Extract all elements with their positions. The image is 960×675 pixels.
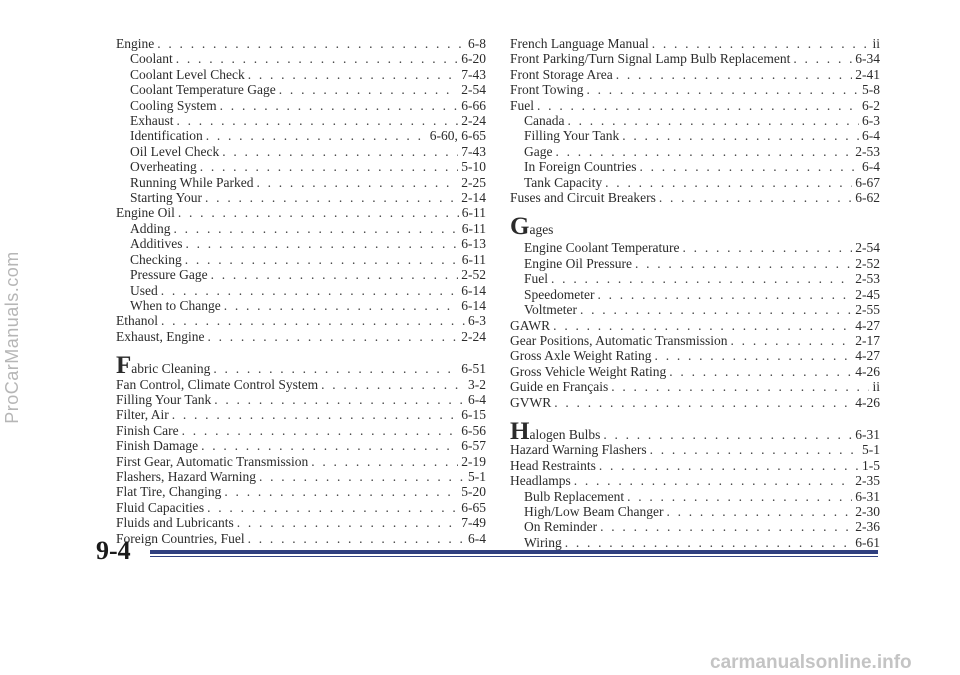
entry-page: 4-26	[855, 394, 880, 410]
dot-leader	[161, 283, 459, 298]
index-entry	[510, 128, 880, 143]
dot-leader	[157, 36, 465, 51]
entry-label: Overheating	[130, 159, 197, 175]
entry-label: Hazard Warning Flashers	[510, 442, 647, 458]
dot-leader	[640, 159, 860, 174]
entry-label: Engine	[116, 36, 155, 51]
entry-label: Front Parking/Turn Signal Lamp Bulb Replacement	[510, 51, 791, 67]
entry-page: 6-51	[461, 361, 486, 377]
dot-leader	[248, 67, 459, 82]
index-entry	[116, 205, 486, 220]
entry-label: Pressure Gage	[130, 267, 208, 283]
entry-page: 7-43	[461, 66, 486, 82]
entry-page: 6-57	[461, 438, 486, 454]
index-entry	[116, 190, 486, 205]
entry-label: Headlamps	[510, 473, 571, 489]
entry-label: Checking	[130, 251, 182, 267]
dot-leader	[172, 407, 459, 422]
entry-page: 2-25	[461, 174, 486, 190]
index-section-heading	[510, 417, 880, 445]
entry-label	[510, 213, 554, 241]
entry-label: Fuel	[524, 271, 549, 287]
entry-label: Bulb Replacement	[524, 488, 625, 504]
entry-label: Voltmeter	[524, 302, 577, 318]
entry-page: 2-52	[461, 267, 486, 283]
entry-page: 6-56	[461, 422, 486, 438]
entry-page: 6-4	[468, 530, 486, 546]
index-entry	[116, 531, 486, 546]
index-entry	[510, 504, 880, 519]
index-entry	[510, 190, 880, 205]
section-letter: G	[510, 213, 530, 241]
dot-leader	[213, 361, 458, 376]
dot-leader	[580, 302, 852, 317]
index-column-right	[510, 36, 880, 550]
entry-label-text: abric Cleaning	[131, 361, 211, 377]
dot-leader	[161, 313, 465, 328]
dot-leader	[586, 82, 859, 97]
section-gap	[116, 344, 486, 358]
entry-label: Oil Level Check	[130, 143, 220, 159]
entry-label: Exhaust, Engine	[116, 328, 205, 344]
entry-page: 2-24	[461, 113, 486, 129]
index-entry	[116, 36, 486, 51]
index-entry	[116, 377, 486, 392]
entry-page: 6-8	[468, 36, 486, 51]
entry-page: 2-54	[461, 82, 486, 98]
footer-rule	[150, 550, 878, 554]
dot-leader	[537, 98, 859, 113]
index-entry	[116, 51, 486, 66]
dot-leader	[793, 51, 852, 66]
dot-leader	[600, 519, 852, 534]
index-entry	[116, 252, 486, 267]
index-entry	[116, 159, 486, 174]
entry-page: 2-19	[461, 453, 486, 469]
dot-leader	[182, 423, 459, 438]
dot-leader	[259, 469, 465, 484]
entry-page: 6-15	[461, 407, 486, 423]
entry-page: 2-17	[855, 332, 880, 348]
index-entry	[510, 82, 880, 97]
entry-page: 6-31	[855, 426, 880, 442]
entry-label: High/Low Beam Changer	[524, 503, 664, 519]
dot-leader	[321, 377, 465, 392]
entry-label: Starting Your	[130, 190, 203, 206]
index-entry	[116, 128, 486, 143]
dot-leader	[222, 144, 458, 159]
dot-leader	[603, 427, 852, 442]
entry-label: Flat Tire, Changing	[116, 484, 222, 500]
entry-page: 6-11	[461, 220, 486, 236]
index-entry	[116, 313, 486, 328]
dot-leader	[553, 318, 852, 333]
dot-leader	[650, 442, 859, 457]
index-entry	[510, 458, 880, 473]
side-watermark	[0, 0, 26, 675]
index-entry	[116, 469, 486, 484]
entry-page: 6-14	[461, 282, 486, 298]
dot-leader	[659, 190, 852, 205]
entry-page: 6-4	[862, 128, 880, 144]
entry-label: Additives	[130, 236, 183, 252]
entry-label: Ethanol	[116, 313, 158, 329]
entry-label: Filter, Air	[116, 407, 169, 423]
entry-label: Cooling System	[130, 97, 217, 113]
dot-leader	[248, 531, 465, 546]
entry-label: Fluids and Lubricants	[116, 515, 234, 531]
entry-page: 2-53	[855, 271, 880, 287]
entry-label-text: alogen Bulbs	[529, 426, 601, 442]
dot-leader	[177, 113, 459, 128]
entry-label: Fan Control, Climate Control System	[116, 376, 319, 392]
footer-rule-thin	[150, 556, 878, 557]
dot-leader	[224, 298, 459, 313]
index-entry	[116, 407, 486, 422]
dot-leader	[256, 175, 458, 190]
entry-page: 4-26	[855, 363, 880, 379]
index-entry	[510, 271, 880, 286]
index-entry	[116, 392, 486, 407]
dot-leader	[599, 458, 859, 473]
entry-page: 6-13	[461, 236, 486, 252]
entry-page: 6-31	[855, 488, 880, 504]
entry-label	[116, 352, 211, 380]
entry-page: 6-62	[855, 190, 880, 206]
index-entry	[116, 329, 486, 344]
dot-leader	[655, 348, 853, 363]
dot-leader	[635, 256, 852, 271]
index-entry	[116, 113, 486, 128]
entry-page: 6-14	[461, 297, 486, 313]
entry-page: 2-30	[855, 503, 880, 519]
index-entry	[116, 484, 486, 499]
dot-leader	[214, 392, 465, 407]
dot-leader	[627, 489, 852, 504]
entry-label: Exhaust	[130, 113, 174, 129]
entry-page: 7-43	[461, 143, 486, 159]
dot-leader	[186, 236, 459, 251]
entry-label: Head Restraints	[510, 457, 596, 473]
index-entry	[510, 113, 880, 128]
index-entry	[510, 287, 880, 302]
dot-leader	[220, 98, 459, 113]
entry-page: 6-4	[862, 159, 880, 175]
entry-page: 3-2	[468, 376, 486, 392]
dot-leader	[311, 454, 458, 469]
entry-label: Flashers, Hazard Warning	[116, 468, 256, 484]
entry-label: Filling Your Tank	[116, 391, 212, 407]
entry-label: Gross Vehicle Weight Rating	[510, 363, 667, 379]
dot-leader	[666, 504, 852, 519]
entry-label: Fuel	[510, 97, 535, 113]
entry-label: Fuses and Circuit Breakers	[510, 190, 656, 206]
entry-label: Used	[130, 282, 158, 298]
dot-leader	[669, 364, 852, 379]
entry-page: 5-20	[461, 484, 486, 500]
entry-page: 2-24	[461, 328, 486, 344]
dot-leader	[567, 113, 859, 128]
index-entry	[116, 236, 486, 251]
index-entry	[510, 318, 880, 333]
index-entry	[510, 175, 880, 190]
dot-leader	[176, 51, 459, 66]
index-entry	[510, 348, 880, 363]
entry-page: 2-35	[855, 473, 880, 489]
entry-label: Coolant Temperature Gage	[130, 82, 276, 98]
dot-leader	[652, 36, 870, 51]
index-entry	[510, 519, 880, 534]
entry-page: 6-61	[855, 534, 880, 550]
entry-label: Adding	[130, 220, 171, 236]
entry-page: 2-54	[855, 240, 880, 256]
entry-label: Front Towing	[510, 82, 584, 98]
index-entry	[116, 67, 486, 82]
entry-page: 4-27	[855, 348, 880, 364]
index-section-heading	[116, 352, 486, 380]
index-entry	[510, 36, 880, 51]
index-column-left	[116, 36, 486, 546]
section-letter: H	[510, 417, 530, 445]
entry-page: 6-2	[862, 97, 880, 113]
index-entry	[116, 283, 486, 298]
index-entry	[116, 82, 486, 97]
entry-label: Engine Coolant Temperature	[524, 240, 680, 256]
entry-label-text: ages	[529, 222, 554, 238]
entry-label: GVWR	[510, 394, 552, 410]
entry-label: Foreign Countries, Fuel	[116, 530, 245, 546]
entry-label: Speedometer	[524, 286, 595, 302]
entry-page: 2-36	[855, 519, 880, 535]
entry-page: 6-20	[461, 51, 486, 67]
index-entry	[510, 535, 880, 550]
dot-leader	[731, 333, 853, 348]
dot-leader	[565, 535, 853, 550]
index-entry	[116, 221, 486, 236]
index-entry	[116, 500, 486, 515]
index-entry	[116, 438, 486, 453]
index-entry	[510, 364, 880, 379]
index-entry	[510, 395, 880, 410]
index-entry	[510, 379, 880, 394]
index-entry	[116, 98, 486, 113]
dot-leader	[205, 190, 458, 205]
index-entry	[510, 302, 880, 317]
dot-leader	[207, 500, 458, 515]
index-entry	[116, 267, 486, 282]
entry-label: Filling Your Tank	[524, 128, 620, 144]
dot-leader	[206, 128, 427, 143]
entry-page: ii	[872, 379, 880, 395]
dot-leader	[178, 205, 459, 220]
section-gap	[510, 410, 880, 424]
entry-label: On Reminder	[524, 519, 598, 535]
dot-leader	[174, 221, 459, 236]
entry-page: 5-8	[862, 82, 880, 98]
entry-page: 5-10	[461, 159, 486, 175]
entry-label: Coolant	[130, 51, 173, 67]
dot-leader	[200, 159, 459, 174]
index-entry	[510, 67, 880, 82]
entry-page: 2-41	[855, 66, 880, 82]
entry-page: 6-34	[855, 51, 880, 67]
index-entry	[510, 240, 880, 255]
watermark-text: ProCarManuals.com	[1, 251, 22, 424]
dot-leader	[605, 175, 852, 190]
index-entry	[510, 473, 880, 488]
entry-label: Running While Parked	[130, 174, 254, 190]
entry-page: 6-3	[468, 313, 486, 329]
index-entry	[116, 144, 486, 159]
dot-leader	[555, 144, 852, 159]
entry-label: First Gear, Automatic Transmission	[116, 453, 309, 469]
entry-label: Finish Care	[116, 422, 179, 438]
index-entry	[510, 51, 880, 66]
dot-leader	[554, 395, 852, 410]
entry-page: 6-11	[461, 205, 486, 221]
entry-page: 7-49	[461, 515, 486, 531]
dot-leader	[683, 240, 853, 255]
entry-page: 6-65	[461, 499, 486, 515]
entry-label: Wiring	[524, 534, 562, 550]
dot-leader	[551, 271, 852, 286]
entry-page: 6-67	[855, 174, 880, 190]
entry-label: Guide en Français	[510, 379, 609, 395]
entry-page: 6-66	[461, 97, 486, 113]
entry-label: Gage	[524, 143, 553, 159]
entry-label: French Language Manual	[510, 36, 649, 51]
entry-label: Engine Oil	[116, 205, 175, 221]
dot-leader	[611, 379, 869, 394]
entry-label: Canada	[524, 113, 565, 129]
section-gap	[510, 205, 880, 219]
dot-leader	[574, 473, 853, 488]
index-entry	[510, 256, 880, 271]
entry-page: 6-60, 6-65	[429, 128, 486, 144]
entry-page: 2-55	[855, 302, 880, 318]
index-entry	[510, 442, 880, 457]
entry-page: 2-45	[855, 286, 880, 302]
index-entry	[510, 159, 880, 174]
entry-page: ii	[872, 36, 880, 51]
entry-label: In Foreign Countries	[524, 159, 637, 175]
entry-label: Gear Positions, Automatic Transmission	[510, 332, 728, 348]
index-entry	[116, 454, 486, 469]
index-entry	[510, 98, 880, 113]
dot-leader	[279, 82, 458, 97]
entry-label: Identification	[130, 128, 203, 144]
index-entry	[510, 333, 880, 348]
dot-leader	[597, 287, 852, 302]
entry-page: 1-5	[862, 457, 880, 473]
entry-label: Front Storage Area	[510, 66, 613, 82]
entry-page: 6-4	[468, 391, 486, 407]
site-watermark: carmanualsonline.info	[710, 652, 912, 673]
entry-label: Fluid Capacities	[116, 499, 205, 515]
index-entry	[116, 175, 486, 190]
index-entry	[510, 144, 880, 159]
dot-leader	[207, 329, 458, 344]
dot-leader	[622, 128, 859, 143]
entry-page: 2-53	[855, 143, 880, 159]
dot-leader	[224, 484, 458, 499]
dot-leader	[201, 438, 458, 453]
dot-leader	[237, 515, 459, 530]
entry-page: 2-52	[855, 255, 880, 271]
index-entry	[116, 423, 486, 438]
index-section-heading	[510, 213, 880, 241]
entry-page: 5-1	[862, 442, 880, 458]
index-entry	[510, 489, 880, 504]
entry-label: Tank Capacity	[524, 174, 603, 190]
index-entry	[116, 298, 486, 313]
entry-page: 5-1	[468, 468, 486, 484]
entry-label: Finish Damage	[116, 438, 199, 454]
entry-label: When to Change	[130, 297, 221, 313]
entry-label: GAWR	[510, 317, 551, 333]
dot-leader	[185, 252, 459, 267]
entry-page: 4-27	[855, 317, 880, 333]
entry-label	[510, 417, 601, 445]
entry-label: Coolant Level Check	[130, 66, 245, 82]
entry-label: Engine Oil Pressure	[524, 255, 632, 271]
entry-page: 6-11	[461, 251, 486, 267]
entry-page: 2-14	[461, 190, 486, 206]
index-entry	[116, 515, 486, 530]
entry-page: 6-3	[862, 113, 880, 129]
dot-leader	[616, 67, 853, 82]
page-number: 9-4	[96, 536, 131, 565]
dot-leader	[211, 267, 459, 282]
section-letter: F	[116, 352, 132, 380]
entry-label: Gross Axle Weight Rating	[510, 348, 652, 364]
